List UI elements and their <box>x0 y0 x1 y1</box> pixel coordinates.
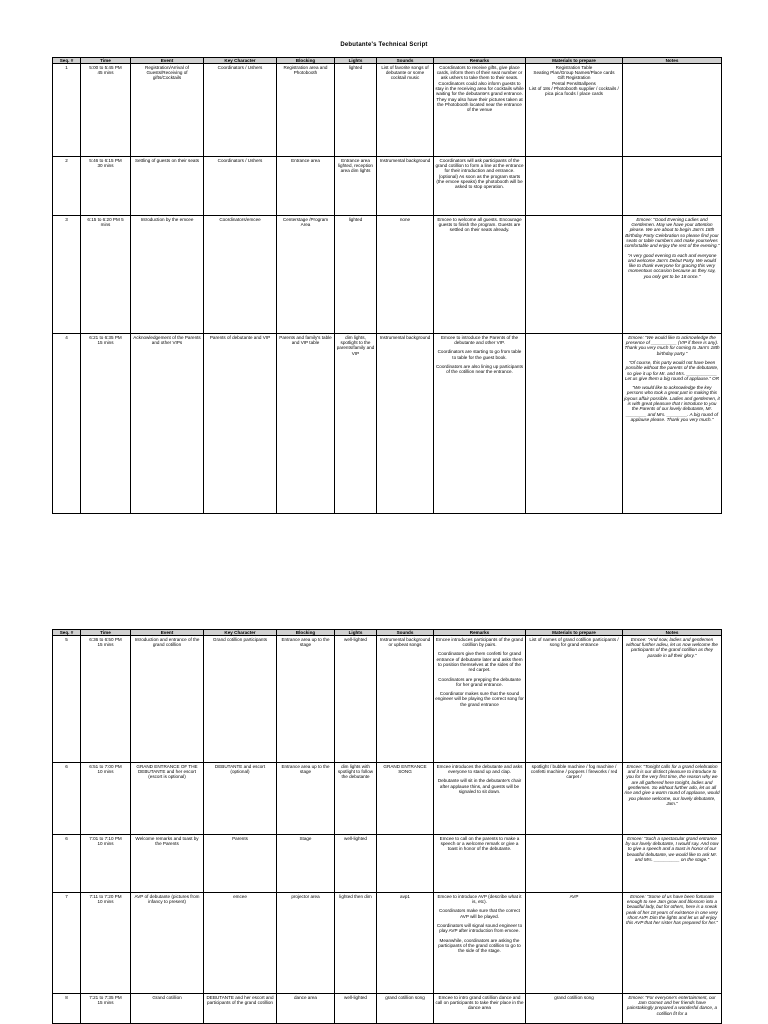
cell-lights: dim lights, spotlight to the parents/family and VIP <box>335 334 377 514</box>
table-row <box>53 893 722 994</box>
cell-materials <box>526 216 623 334</box>
cell-notes <box>623 636 722 763</box>
cell-sounds: grand cotillion song <box>377 994 434 1024</box>
cell-notes <box>623 334 722 514</box>
header-notes: Notes <box>623 58 722 64</box>
cell-materials: AVP <box>526 893 623 994</box>
table-row <box>53 334 722 514</box>
cell-notes <box>623 994 722 1024</box>
script-table-page-1 <box>52 57 722 514</box>
cell-lights: well-lighted <box>335 636 377 763</box>
cell-paragraph: Coordinators are starting to go from table to table for the guest book. <box>437 349 522 360</box>
cell-paragraph: Emcee: "We would like to acknowledge the presence of __________ (VIP if there is any). Thank you very much for coming to Jam's 18th birthday party." <box>624 334 720 356</box>
cell-materials <box>526 157 623 216</box>
cell-sounds: avp1 <box>377 893 434 994</box>
cell-time: 5:46 to 6:15 PM 30 mins <box>81 157 131 216</box>
cell-seq: 2 <box>53 157 81 216</box>
cell-paragraph: Coordinators will ask participants of the grand cotillion to form a line at the entrance for their introduction and entrance. (optional) As soon as the program starts (the emcee speaks) the photobooth will be asked to stop operation. <box>435 157 524 190</box>
script-table-page-2 <box>52 629 722 1024</box>
cell-seq: 8 <box>53 994 81 1024</box>
cell-lights: well-lighted <box>335 835 377 893</box>
cell-paragraph: Emcee to welcome all guests. Encourage guests to finish the program. Guests are settled on their seats already. <box>437 216 522 233</box>
cell-key-character: DEBUTANTE and escort (optional) <box>204 763 277 835</box>
cell-seq: 6 <box>53 763 81 835</box>
table-row <box>53 636 722 763</box>
cell-paragraph: Coordinators make sure that the correct AVP will be played. <box>439 908 520 919</box>
cell-event: Acknowledgement of the Parents and other VIPs <box>131 334 204 514</box>
cell-paragraph: Coordinators are also lining up participants of the cotillion near the entrance. <box>435 363 524 375</box>
cell-paragraph: Emcee: "For everyone's entertainment, our Jam Gomez and her friends have painstakingly prepared a wonderful dance, a cotillion fit for a <box>626 994 718 1016</box>
cell-lights: lighted <box>335 64 377 157</box>
cell-materials <box>526 835 623 893</box>
cell-paragraph: Coordinators to receive gifts, give place cards, inform them of their seat number or ask ushers to take them to their seats. Coordinators could also inform guests to stay in the receiving area for cocktails while waiting for the debutante's grand entrance. They may also have their pictures taken at the Photobooth located near the entrance of the venue <box>435 64 524 113</box>
header-event: Event <box>131 58 204 64</box>
cell-time: 5:00 to 5:45 PM 45 mins <box>81 64 131 157</box>
cell-blocking: Registration area and Photobooth <box>277 64 335 157</box>
cell-sounds: List of favorite songs of debutante or some cocktail music <box>377 64 434 157</box>
cell-paragraph: "We would like to acknowledge the key persons who took a great part in making this joyous affair possible. Ladies and gentlemen, it is with great pleasure that I introduce to you the Parents of our lovely debutante, Mr. ________ and Mrs. ________. A big round of applause please. Thank you very much." <box>624 385 720 422</box>
cell-remarks <box>434 893 526 994</box>
header-sounds: Sounds <box>377 630 434 636</box>
cell-remarks <box>434 994 526 1024</box>
cell-notes <box>623 763 722 835</box>
cell-sounds: GRAND ENTRANCE SONG <box>377 763 434 835</box>
table-row <box>53 994 722 1024</box>
cell-remarks <box>434 64 526 157</box>
cell-paragraph: Emcee: "And now, ladies and gentlemen without further adieu, let us now welcome the participants of the grand cotillion as they parade in all their glory." <box>626 636 718 658</box>
cell-blocking: projector area <box>277 893 335 994</box>
cell-paragraph: Coordinator makes sure that the sound engineer will be playing the correct song for the grand entrance <box>435 691 524 707</box>
cell-materials: List of names of grand cotillion participants / song for grand entrance <box>526 636 623 763</box>
cell-key-character: Parents of debutante and VIP <box>204 334 277 514</box>
cell-key-character: emcee <box>204 893 277 994</box>
cell-seq: 1 <box>53 64 81 157</box>
cell-event: GRAND ENTRANCE OF THE DEBUTANTE and her escort (escort is optional) <box>131 763 204 835</box>
cell-seq: 5 <box>53 636 81 763</box>
cell-seq: 6 <box>53 835 81 893</box>
cell-paragraph: Emcee: "Good Evening Ladies and Gentlemen. May we have your attention please. We are about to begin Jam's 18th Birthday Party Celebration so please find your seats or table numbers and make yourselves comfortable and enjoy the rest of the evening." <box>624 216 720 249</box>
cell-paragraph: Emcee to intro grand cotillion dance and call on participants to take their place in the dance area <box>435 994 524 1011</box>
cell-time: 7:21 to 7:35 PM 15 mins <box>81 994 131 1024</box>
cell-blocking: Centerstage /Program Area <box>277 216 335 334</box>
cell-paragraph: Emcee: "Such a spectacular grand entrance by our lovely debutante, I would say. And now to give a speech and a toast in honor of our beautiful debutante, we would like to ask Mr. and Mrs. __________ on the stage." <box>625 835 719 862</box>
cell-key-character: DEBUTANTE and her escort and participants of the grand cotillion <box>204 994 277 1024</box>
cell-time: 7:01 to 7:10 PM 10 mins <box>81 835 131 893</box>
cell-remarks <box>434 216 526 334</box>
cell-seq: 4 <box>53 334 81 514</box>
cell-sounds: Instrumental background <box>377 157 434 216</box>
cell-notes <box>623 216 722 334</box>
cell-remarks <box>434 636 526 763</box>
table-row <box>53 835 722 893</box>
cell-paragraph: Coordinators are prepping the debutante for her grand entrance. <box>438 676 521 687</box>
header-seq: Seq. # <box>53 630 81 636</box>
header-sounds: Sounds <box>377 58 434 64</box>
cell-key-character: Grand cotillion participants <box>204 636 277 763</box>
header-blocking: Blocking <box>277 630 335 636</box>
header-blocking: Blocking <box>277 58 335 64</box>
cell-blocking: Parents and family's table and VIP table <box>277 334 335 514</box>
cell-lights: Entrance area lighted, reception area dim lights <box>335 157 377 216</box>
header-lights: Lights <box>335 58 377 64</box>
header-remarks: Remarks <box>434 630 526 636</box>
cell-sounds: none <box>377 216 434 334</box>
cell-materials: Registration Table Seating Plan/Group Names/Place cards Gift Registration Pental Pens/Ballpens List of 18s / Photobooth supplier / cocktails / pica pica foods / place cards <box>526 64 623 157</box>
table-row <box>53 157 722 216</box>
header-lights: Lights <box>335 630 377 636</box>
header-event: Event <box>131 630 204 636</box>
header-materials: Materials to prepare <box>526 630 623 636</box>
cell-seq: 7 <box>53 893 81 994</box>
cell-materials: spotlight / bubble machine / fog machine / confetti machine / poppers / fireworks / red carpet / <box>526 763 623 835</box>
cell-seq: 3 <box>53 216 81 334</box>
cell-lights: lighted then dim <box>335 893 377 994</box>
cell-lights: dim lights with spotlight to follow the debutante <box>335 763 377 835</box>
cell-blocking: Entrance area <box>277 157 335 216</box>
cell-remarks <box>434 334 526 514</box>
cell-time: 6:21 to 6:35 PM 15 mins <box>81 334 131 514</box>
header-remarks: Remarks <box>434 58 526 64</box>
cell-event: Introduction by the emcee <box>131 216 204 334</box>
cell-sounds: Instrumental background <box>377 334 434 514</box>
cell-remarks <box>434 157 526 216</box>
cell-lights: well-lighted <box>335 994 377 1024</box>
cell-paragraph: Coordinators will signal sound engineer to play AVP after introduction from emcee. <box>436 922 523 934</box>
table-row <box>53 64 722 157</box>
cell-sounds <box>377 835 434 893</box>
cell-key-character: Coordinators/emcee <box>204 216 277 334</box>
cell-time: 6:36 to 6:50 PM 15 mins <box>81 636 131 763</box>
cell-paragraph: Coordinators give them confetti for grand entrance of debutante later and asks them to position themselves at the sides of the red carpet. <box>436 651 523 673</box>
cell-blocking: Stage <box>277 835 335 893</box>
cell-remarks <box>434 763 526 835</box>
cell-notes <box>623 64 722 157</box>
cell-paragraph: Emcee to call on the parents to make a speech or a welcome remark or give a toast in honor of the debutante. <box>439 835 520 852</box>
cell-key-character: Coordinators / Ushers <box>204 64 277 157</box>
header-key-character: Key Character <box>204 58 277 64</box>
cell-paragraph: "A very good evening to each and everyone and welcome Jam's Debut Party. We would like to thank everyone for gracing this very momentous occasion because as they say, you only get to be 18 once." <box>627 252 717 279</box>
cell-paragraph: Meanwhile, coordinators are asking the participants of the grand cotillion to go to the side of the stage. <box>438 937 521 954</box>
cell-materials: grand cotillion song <box>526 994 623 1024</box>
cell-paragraph: Emcee: "Tonight calls for a grand celebration and it is our distinct pleasure to introduce to you for the very first time, the reason why we are all gathered here tonight, ladies and gentlemen. So without further ado, let us all rise and give a warm round of applause, would you please welcome, our lovely debutante, Jam." <box>624 763 720 806</box>
cell-event: Welcome remarks and toast by the Parents <box>131 835 204 893</box>
cell-lights: lighted <box>335 216 377 334</box>
header-materials: Materials to prepare <box>526 58 623 64</box>
header-time: Time <box>81 58 131 64</box>
header-time: Time <box>81 630 131 636</box>
cell-time: 6:51 to 7:00 PM 10 mins <box>81 763 131 835</box>
cell-blocking: Entrance area up to the stage <box>277 636 335 763</box>
table-row <box>53 216 722 334</box>
cell-paragraph: Emcee introduces the debutante and asks everyone to stand up and clap. <box>436 763 523 775</box>
cell-event: Grand cotillion <box>131 994 204 1024</box>
document-title: Debutante's Technical Script <box>340 42 428 48</box>
cell-materials <box>526 334 623 514</box>
cell-blocking: Entrance area up to the stage <box>277 763 335 835</box>
table-row <box>53 763 722 835</box>
cell-event: Registration/Arrival of Guests/Receiving of gifts/Cocktails <box>131 64 204 157</box>
cell-paragraph: Emcee: "Some of us have been fortunate enough to see Jam grow and blossom into a beautiful lady, but for others, here is a sneak peak of her 18 years of existence in one very short AVP. Dim the lights and let us all enjoy this AVP that her sister has prepared for her." <box>626 893 718 926</box>
cell-notes <box>623 893 722 994</box>
cell-paragraph: Emcee to introduce AVP (describe what it is, etc). <box>437 893 522 905</box>
cell-notes <box>623 157 722 216</box>
header-key-character: Key Character <box>204 630 277 636</box>
cell-notes <box>623 835 722 893</box>
cell-event: AVP of debutante (pictures from infancy to present) <box>131 893 204 994</box>
header-seq: Seq. # <box>53 58 81 64</box>
cell-blocking: dance area <box>277 994 335 1024</box>
cell-event: Settling of guests on their seats <box>131 157 204 216</box>
cell-paragraph: Emcee to introduce the Parents of the debutante and other VIP. <box>440 334 519 346</box>
cell-key-character: Coordinators / Ushers <box>204 157 277 216</box>
cell-remarks <box>434 835 526 893</box>
header-notes: Notes <box>623 630 722 636</box>
cell-paragraph: "Of course, this party would not have been possible without the parents of the debutante, so give it up for Mr. and Mrs. ____________ Let us give them a big round of applause." OR <box>624 359 720 381</box>
cell-time: 7:11 to 7:20 PM 10 mins <box>81 893 131 994</box>
cell-sounds: Instrumental background or upbeat songs <box>377 636 434 763</box>
cell-time: 6:15 to 6:20 PM 5 mins <box>81 216 131 334</box>
cell-paragraph: Debutante will sit in the debutante's chair after applause thins, and guests will be signaled to sit down. <box>437 778 522 794</box>
cell-event: Introduction and entrance of the grand cotillion <box>131 636 204 763</box>
cell-key-character: Parents <box>204 835 277 893</box>
cell-paragraph: Emcee introduces participants of the grand cotillion by pairs. <box>435 636 524 648</box>
